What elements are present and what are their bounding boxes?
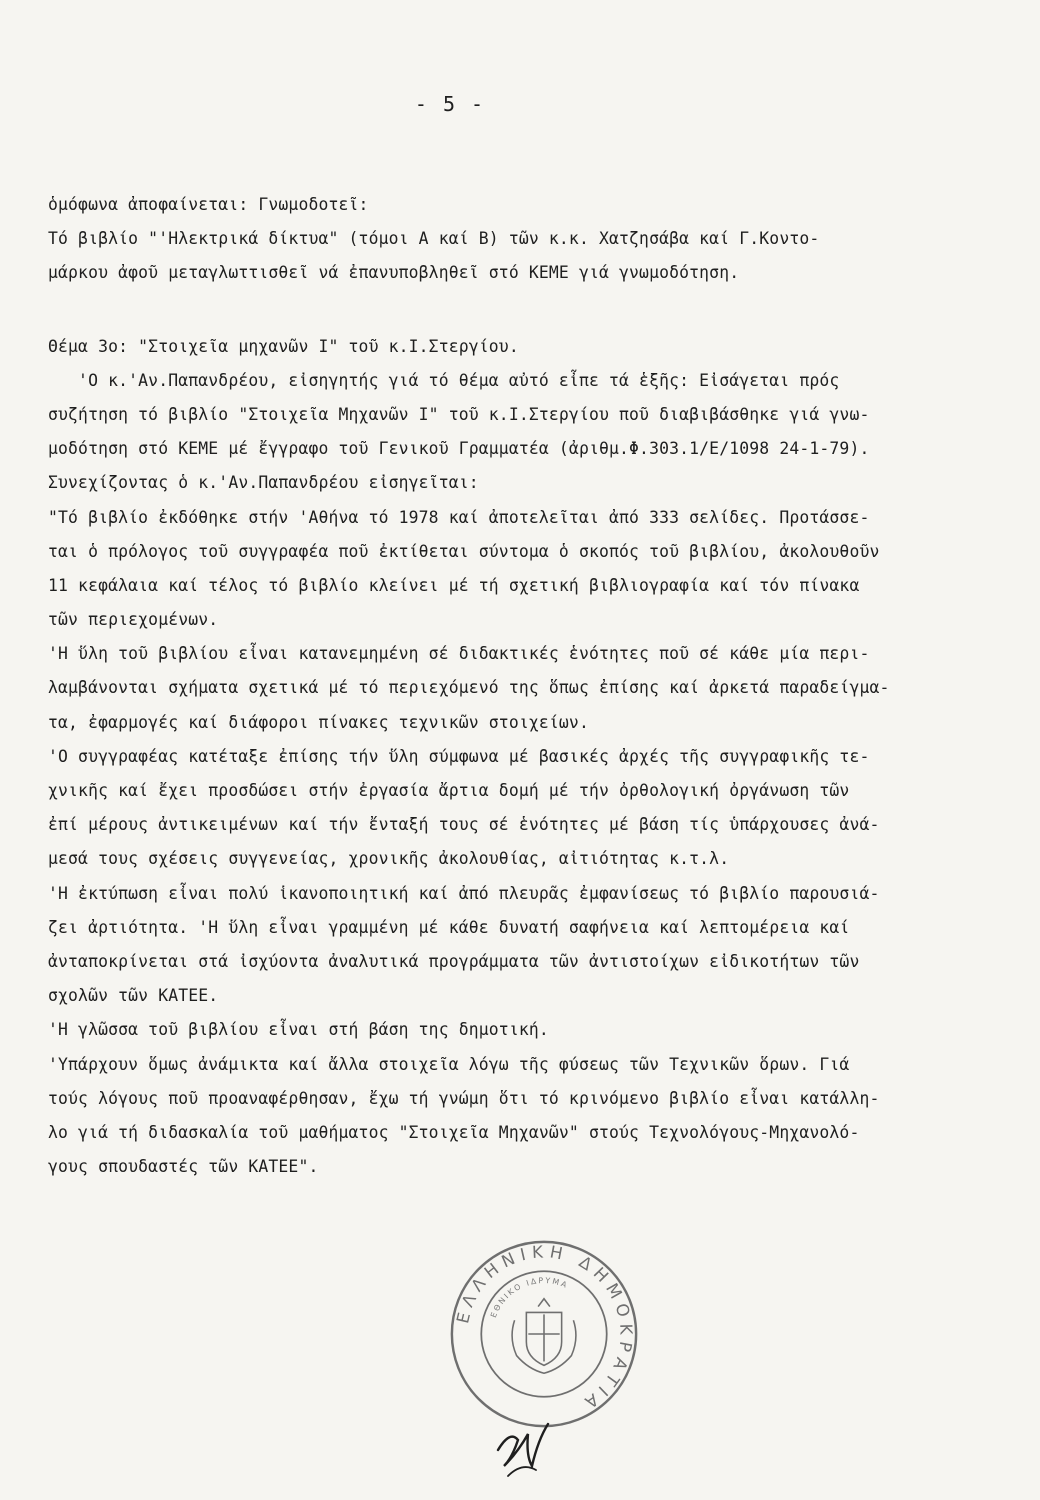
text-line: λαμβάνονται σχήματα σχετικά μέ τό περιεχόμενό της ὅπως ἐπίσης καί ἀρκετά παραδείγμα- — [48, 678, 890, 698]
text-line: 'Η ἐκτύπωση εἶναι πολύ ἱκανοποιητική καί ἀπό πλευρᾶς ἐμφανίσεως τό βιβλίο παρουσιά- — [48, 883, 880, 903]
text-line: 'Η γλῶσσα τοῦ βιβλίου εἶναι στή βάση της δημοτική. — [48, 1020, 549, 1040]
paragraph-gap — [48, 291, 1008, 330]
text-line: τα, ἐφαρμογές καί διάφοροι πίνακες τεχνικῶν στοιχείων. — [48, 712, 589, 732]
text-line: ται ὁ πρόλογος τοῦ συγγραφέα ποῦ ἐκτίθεται σύντομα ὁ σκοπός τοῦ βιβλίου, ἀκολουθοῦν — [48, 541, 880, 561]
text-line: ἐπί μέρους ἀντικειμένων καί τήν ἔνταξή τους σέ ἑνότητες μέ βάση τίς ὑπάρχουσες ἀνά- — [48, 815, 880, 835]
text-line: "Τό βιβλίο ἐκδόθηκε στήν 'Αθήνα τό 1978 καί ἀποτελεῖται ἀπό 333 σελίδες. Προτάσσε- — [48, 507, 870, 527]
section-heading: Θέμα 3ο: "Στοιχεῖα μηχανῶν Ι" τοῦ κ.Ι.Στεργίου. — [48, 336, 519, 356]
text-line: 11 κεφάλαια καί τέλος τό βιβλίο κλείνει μέ τή σχετική βιβλιογραφία καί τόν πίνακα — [48, 575, 860, 595]
text-line: τῶν περιεχομένων. — [48, 610, 219, 630]
text-line: λο γιά τή διδασκαλία τοῦ μαθήματος "Στοιχεῖα Μηχανῶν" στούς Τεχνολόγους-Μηχανολό- — [48, 1122, 860, 1142]
seal-ring-text: ΕΛΛΗΝΙΚΗ ΔΗΜΟΚΡΑΤΙΑ — [453, 1242, 636, 1416]
handwritten-signature — [488, 1396, 558, 1484]
text-line: μάρκου ἀφοῦ μεταγλωττισθεῖ νά ἐπανυποβληθεῖ στό ΚΕΜΕ γιά γνωμοδότηση. — [48, 263, 740, 283]
page-number: - 5 - — [414, 92, 486, 116]
text-line: ζει ἀρτιότητα. 'Η ὕλη εἶναι γραμμένη μέ κάθε δυνατή σαφήνεια καί λεπτομέρεια καί — [48, 917, 850, 937]
text-line: συζήτηση τό βιβλίο "Στοιχεῖα Μηχανῶν Ι" τοῦ κ.Ι.Στεργίου ποῦ διαβιβάσθηκε γιά γνω- — [48, 404, 870, 424]
text-line: 'Η ὕλη τοῦ βιβλίου εἶναι κατανεμημένη σέ διδακτικές ἑνότητες ποῦ σέ κάθε μία περι- — [48, 644, 870, 664]
text-line: Τό βιβλίο "'Ηλεκτρικά δίκτυα" (τόμοι Α καί Β) τῶν κ.κ. Χατζησάβα καί Γ.Κοντο- — [48, 229, 820, 249]
document-body — [48, 188, 1008, 1184]
text-line: μοδότηση στό ΚΕΜΕ μέ ἔγγραφο τοῦ Γενικοῦ Γραμματέα (ἀριθμ.Φ.303.1/Ε/1098 24-1-79). — [48, 439, 870, 459]
text-line: ἀνταποκρίνεται στά ἰσχύοντα ἀναλυτικά προγράμματα τῶν ἀντιστοίχων εἰδικοτήτων τῶν — [48, 951, 860, 971]
seal-inner-text: ΕΘΝΙΚΟ ΙΔΡΥΜΑ — [488, 1275, 570, 1319]
text-line: τούς λόγους ποῦ προαναφέρθησαν, ἔχω τή γνώμη ὅτι τό κρινόμενο βιβλίο εἶναι κατάλλη- — [48, 1088, 880, 1108]
coat-of-arms-icon — [512, 1299, 576, 1373]
text-line: ὁμόφωνα ἀποφαίνεται: Γνωμοδοτεῖ: — [48, 195, 369, 214]
text-line: γους σπουδαστές τῶν ΚΑΤΕΕ". — [48, 1157, 319, 1177]
text-line: 'Υπάρχουν ὅμως ἀνάμικτα καί ἄλλα στοιχεῖα λόγω τῆς φύσεως τῶν Τεχνικῶν ὅρων. Γιά — [48, 1054, 850, 1074]
text-line: Συνεχίζοντας ὁ κ.'Αν.Παπανδρέου εἰσηγεῖται: — [48, 473, 479, 493]
text-line: 'Ο κ.'Αν.Παπανδρέου, εἰσηγητής γιά τό θέμα αὐτό εἶπε τά ἑξῆς: Εἰσάγεται πρός — [48, 370, 840, 390]
text-line: μεσά τους σχέσεις συγγενείας, χρονικῆς ἀκολουθίας, αἰτιότητας κ.τ.λ. — [48, 849, 730, 869]
text-line: 'Ο συγγραφέας κατέταξε ἐπίσης τήν ὕλη σύμφωνα μέ βασικές ἀρχές τῆς συγγραφικῆς τε- — [48, 746, 870, 766]
text-line: σχολῶν τῶν ΚΑΤΕΕ. — [48, 986, 219, 1006]
text-line: χνικῆς καί ἔχει προσδώσει στήν ἐργασία ἄρτια δομή μέ τήν ὀρθολογική ὀργάνωση τῶν — [48, 781, 850, 800]
